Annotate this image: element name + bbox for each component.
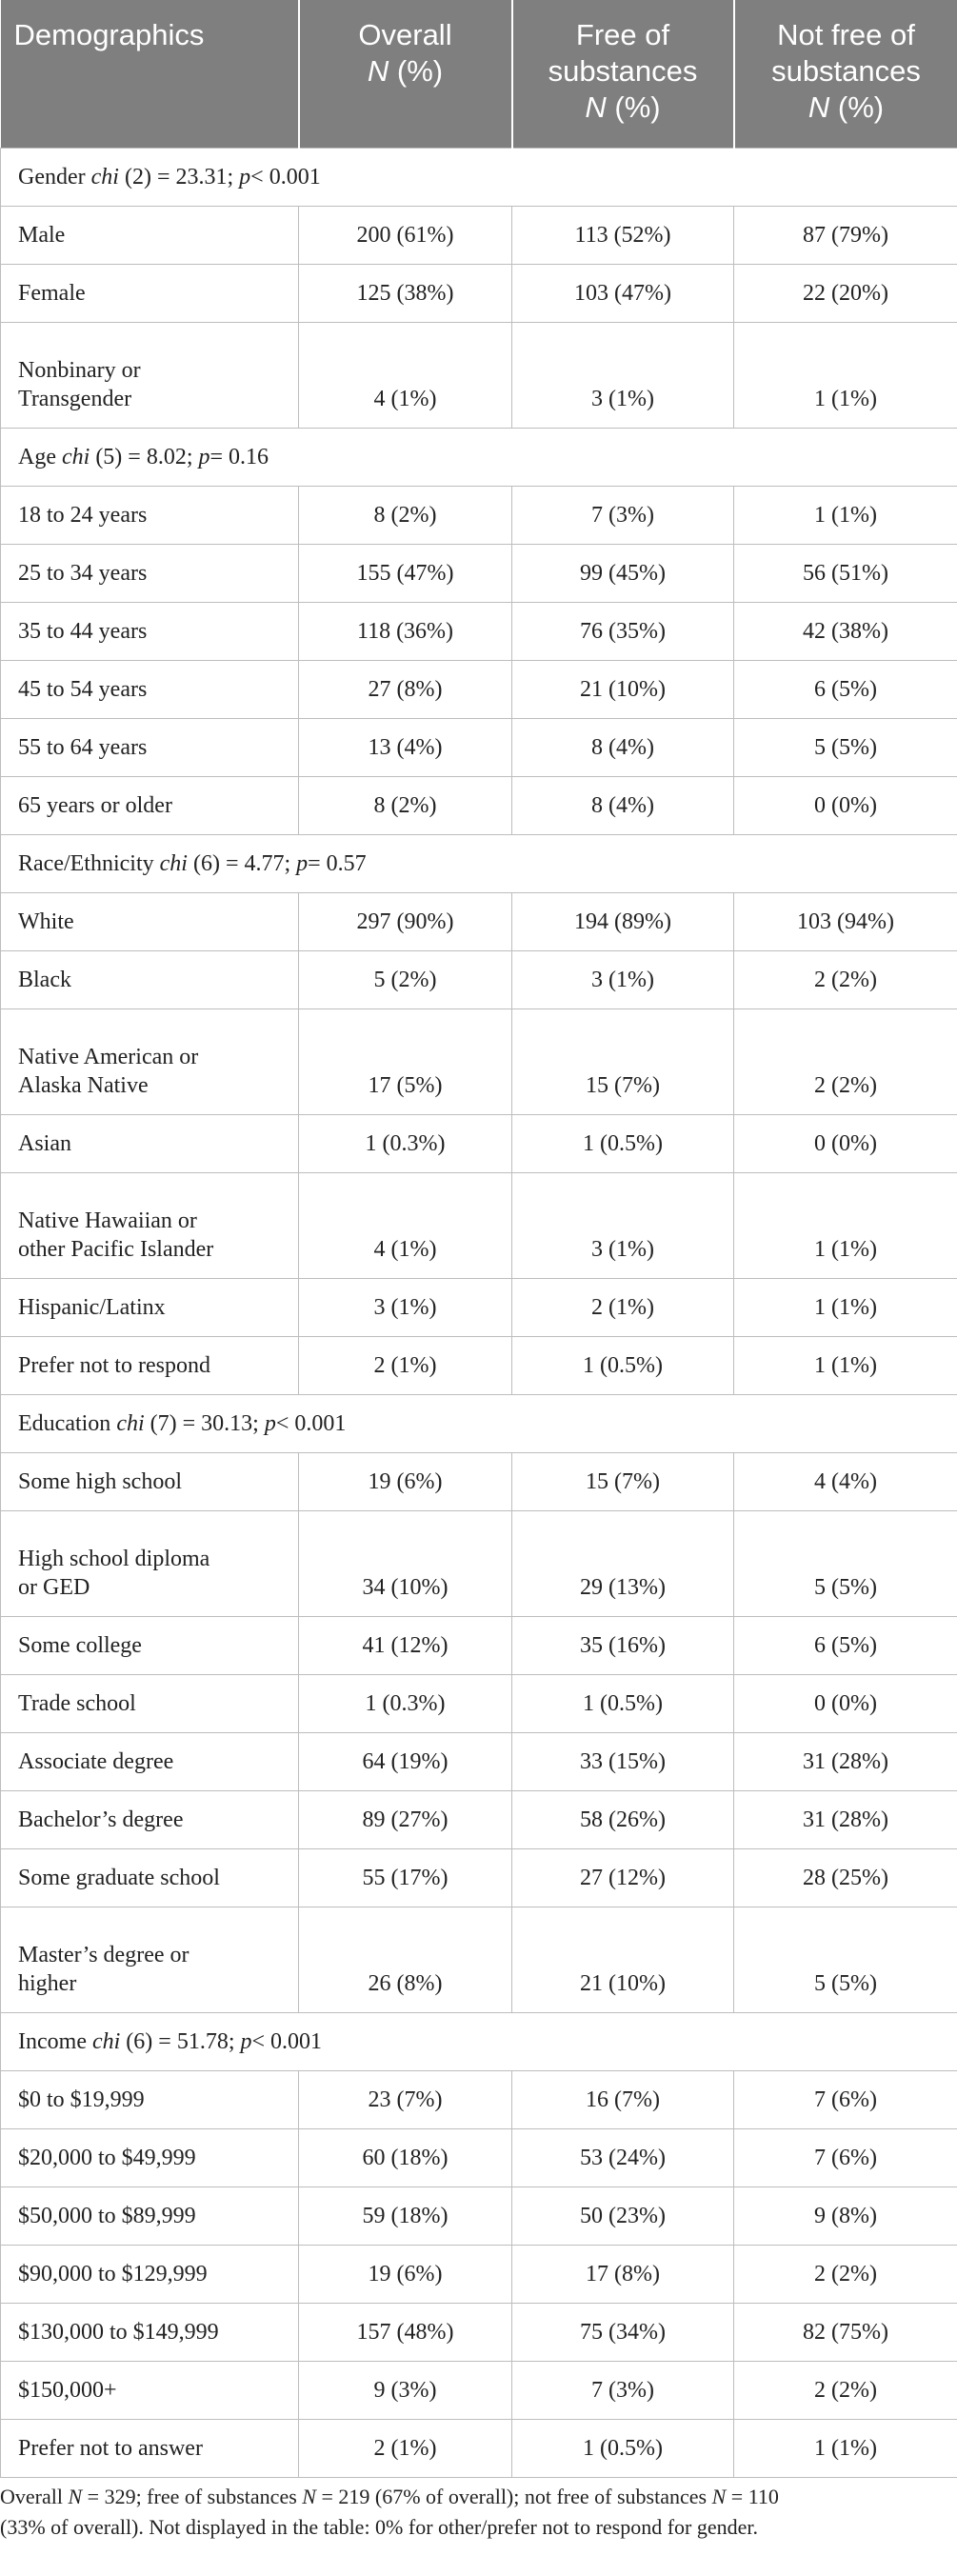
- section-row: [1, 1394, 957, 1452]
- cell-free: 3 (1%): [512, 322, 734, 428]
- header-free-n: N: [585, 90, 607, 124]
- header-free-title2: substances: [548, 54, 698, 88]
- cell-free: 58 (26%): [512, 1790, 734, 1848]
- header-free: [512, 0, 734, 148]
- cell-free: 194 (89%): [512, 892, 734, 950]
- row-label-line2: other Pacific Islander: [18, 1236, 214, 1262]
- cell-overall: 1 (0.3%): [299, 1674, 512, 1732]
- row-label-text: $90,000 to $129,999: [18, 2261, 208, 2286]
- cell-not-free: 1 (1%): [734, 1172, 957, 1278]
- cell-overall: 26 (8%): [299, 1907, 512, 2012]
- section-df: (2) = 23.31;: [124, 164, 234, 190]
- cell-not-free: 6 (5%): [734, 1616, 957, 1674]
- row-label: [1, 892, 299, 950]
- cell-not-free: 1 (1%): [734, 1336, 957, 1394]
- cell-not-free: 9 (8%): [734, 2187, 957, 2245]
- cell-free: 33 (15%): [512, 1732, 734, 1790]
- row-label-text: $20,000 to $49,999: [18, 2145, 196, 2170]
- cell-free: 1 (0.5%): [512, 2419, 734, 2477]
- header-not-free: [734, 0, 957, 148]
- cell-overall: 125 (38%): [299, 264, 512, 322]
- row-label-line1: Nonbinary or: [18, 357, 141, 383]
- cell-free: 27 (12%): [512, 1848, 734, 1907]
- cell-overall: 1 (0.3%): [299, 1114, 512, 1172]
- cell-overall: 41 (12%): [299, 1616, 512, 1674]
- row-label: [1, 660, 299, 718]
- section-row: [1, 428, 957, 486]
- row-label-text: 18 to 24 years: [18, 502, 148, 528]
- row-label: [1, 2245, 299, 2303]
- row-label: [1, 1510, 299, 1616]
- table-row: [1, 2303, 957, 2361]
- table-row: [1, 2245, 957, 2303]
- row-label: [1, 1674, 299, 1732]
- header-overall: [299, 0, 512, 148]
- table-row: [1, 1172, 957, 1278]
- row-label-text: Prefer not to answer: [18, 2435, 203, 2461]
- cell-not-free: 5 (5%): [734, 1907, 957, 2012]
- row-label: [1, 1336, 299, 1394]
- cell-free: 1 (0.5%): [512, 1336, 734, 1394]
- section-p-value: = 0.16: [209, 444, 269, 469]
- row-label-text: 55 to 64 years: [18, 734, 148, 760]
- section-row: [1, 2012, 957, 2070]
- table-row: [1, 1732, 957, 1790]
- table-row: [1, 1790, 957, 1848]
- cell-overall: 297 (90%): [299, 892, 512, 950]
- cell-free: 21 (10%): [512, 660, 734, 718]
- table-row: [1, 892, 957, 950]
- cell-free: 50 (23%): [512, 2187, 734, 2245]
- section-stat: chi: [90, 164, 119, 190]
- section-name: Age: [18, 444, 56, 469]
- table-row: [1, 2187, 957, 2245]
- cell-overall: 200 (61%): [299, 206, 512, 264]
- row-label: [1, 776, 299, 834]
- row-label-text: 25 to 34 years: [18, 560, 148, 586]
- header-overall-title: Overall: [358, 18, 452, 51]
- section-p-value: = 0.57: [308, 850, 367, 876]
- row-label: [1, 1008, 299, 1114]
- row-label: [1, 1172, 299, 1278]
- section-p-value: < 0.001: [275, 1410, 347, 1436]
- row-label-text: Asian: [18, 1130, 71, 1156]
- row-label-line1: High school diploma: [18, 1546, 210, 1571]
- table-row: [1, 950, 957, 1008]
- cell-free: 15 (7%): [512, 1008, 734, 1114]
- cell-free: 103 (47%): [512, 264, 734, 322]
- cell-not-free: 0 (0%): [734, 1114, 957, 1172]
- row-label-text: Black: [18, 967, 71, 992]
- cell-free: 8 (4%): [512, 776, 734, 834]
- cell-not-free: 1 (1%): [734, 486, 957, 544]
- row-label: [1, 2187, 299, 2245]
- table-row: [1, 1674, 957, 1732]
- row-label: [1, 2303, 299, 2361]
- section-stat: chi: [61, 444, 90, 469]
- row-label: [1, 1848, 299, 1907]
- cell-not-free: 28 (25%): [734, 1848, 957, 1907]
- header-overall-pct: (%): [396, 54, 444, 88]
- header-free-title1: Free of: [575, 18, 670, 51]
- row-label-text: Bachelor’s degree: [18, 1807, 184, 1832]
- cell-free: 53 (24%): [512, 2128, 734, 2187]
- row-label-line2: higher: [18, 1970, 77, 1996]
- row-label-text: Trade school: [18, 1690, 136, 1716]
- cell-overall: 19 (6%): [299, 2245, 512, 2303]
- cell-not-free: 0 (0%): [734, 1674, 957, 1732]
- row-label: [1, 718, 299, 776]
- row-label-text: $50,000 to $89,999: [18, 2203, 196, 2228]
- section-p-label: p: [198, 444, 210, 469]
- cell-overall: 34 (10%): [299, 1510, 512, 1616]
- row-label-text: Associate degree: [18, 1748, 174, 1774]
- header-overall-n: N: [367, 54, 389, 88]
- cell-free: 7 (3%): [512, 2361, 734, 2419]
- cell-not-free: 1 (1%): [734, 322, 957, 428]
- section-header: [1, 2012, 957, 2070]
- cell-overall: 9 (3%): [299, 2361, 512, 2419]
- row-label: [1, 206, 299, 264]
- cell-free: 7 (3%): [512, 486, 734, 544]
- table-row: [1, 2070, 957, 2128]
- row-label-text: Some high school: [18, 1468, 182, 1494]
- row-label-text: 35 to 44 years: [18, 618, 148, 644]
- section-header: [1, 148, 957, 206]
- cell-not-free: 56 (51%): [734, 544, 957, 602]
- cell-overall: 55 (17%): [299, 1848, 512, 1907]
- cell-not-free: 1 (1%): [734, 1278, 957, 1336]
- cell-free: 35 (16%): [512, 1616, 734, 1674]
- section-name: Gender: [18, 164, 86, 190]
- section-name: Race/Ethnicity: [18, 850, 154, 876]
- section-stat: chi: [91, 2028, 121, 2054]
- header-not-free-title1: Not free of: [777, 18, 915, 51]
- cell-not-free: 0 (0%): [734, 776, 957, 834]
- cell-not-free: 31 (28%): [734, 1732, 957, 1790]
- row-label: [1, 1907, 299, 2012]
- cell-free: 1 (0.5%): [512, 1114, 734, 1172]
- section-p-value: < 0.001: [250, 164, 321, 190]
- row-label-line2: or GED: [18, 1574, 90, 1600]
- row-label-text: Male: [18, 222, 66, 248]
- cell-not-free: 7 (6%): [734, 2128, 957, 2187]
- cell-free: 3 (1%): [512, 950, 734, 1008]
- cell-overall: 8 (2%): [299, 776, 512, 834]
- table-row: [1, 264, 957, 322]
- cell-free: 17 (8%): [512, 2245, 734, 2303]
- cell-overall: 5 (2%): [299, 950, 512, 1008]
- row-label: [1, 2419, 299, 2477]
- cell-free: 15 (7%): [512, 1452, 734, 1510]
- header-demographics: Demographics: [1, 0, 299, 148]
- cell-not-free: 2 (2%): [734, 1008, 957, 1114]
- table-row: [1, 1510, 957, 1616]
- section-p-label: p: [240, 2028, 252, 2054]
- row-label: [1, 1616, 299, 1674]
- table-footnote: Overall N = 329; free of substances N = 219 (67% of overall); not free of substances N = 110 (33% of overall). Not displayed in the table: 0% for other/prefer not to respond for gender.: [0, 2485, 779, 2539]
- row-label-text: $150,000+: [18, 2377, 117, 2403]
- cell-not-free: 1 (1%): [734, 2419, 957, 2477]
- row-label: [1, 1114, 299, 1172]
- table-row: [1, 1114, 957, 1172]
- row-label: [1, 2070, 299, 2128]
- section-stat: chi: [116, 1410, 145, 1436]
- section-name: Education: [18, 1410, 111, 1436]
- cell-overall: 19 (6%): [299, 1452, 512, 1510]
- header-not-free-title2: substances: [771, 54, 921, 88]
- section-p-value: < 0.001: [251, 2028, 323, 2054]
- table-body: [1, 148, 957, 2477]
- row-label-text: Some college: [18, 1632, 142, 1658]
- row-label-text: White: [18, 909, 74, 934]
- row-label: [1, 602, 299, 660]
- row-label-text: $0 to $19,999: [18, 2087, 145, 2112]
- cell-overall: 155 (47%): [299, 544, 512, 602]
- row-label: [1, 1732, 299, 1790]
- section-p-label: p: [296, 850, 309, 876]
- cell-not-free: 5 (5%): [734, 1510, 957, 1616]
- table-row: [1, 1848, 957, 1907]
- section-df: (6) = 51.78;: [126, 2028, 235, 2054]
- row-label: [1, 1790, 299, 1848]
- row-label-text: Prefer not to respond: [18, 1352, 210, 1378]
- cell-not-free: 42 (38%): [734, 602, 957, 660]
- cell-overall: 64 (19%): [299, 1732, 512, 1790]
- cell-not-free: 2 (2%): [734, 2361, 957, 2419]
- section-name: Income: [18, 2028, 87, 2054]
- table-row: [1, 1907, 957, 2012]
- row-label-text: 45 to 54 years: [18, 676, 148, 702]
- table-row: [1, 660, 957, 718]
- section-p-label: p: [239, 164, 251, 190]
- table-row: [1, 2419, 957, 2477]
- cell-overall: 17 (5%): [299, 1008, 512, 1114]
- cell-overall: 60 (18%): [299, 2128, 512, 2187]
- cell-not-free: 82 (75%): [734, 2303, 957, 2361]
- cell-overall: 2 (1%): [299, 1336, 512, 1394]
- row-label-line2: Alaska Native: [18, 1072, 149, 1098]
- row-label-text: $130,000 to $149,999: [18, 2319, 219, 2345]
- section-df: (7) = 30.13;: [150, 1410, 259, 1436]
- row-label-text: Some graduate school: [18, 1865, 220, 1890]
- table-row: [1, 206, 957, 264]
- cell-overall: 2 (1%): [299, 2419, 512, 2477]
- table-row: [1, 1452, 957, 1510]
- cell-overall: 118 (36%): [299, 602, 512, 660]
- table-row: [1, 1336, 957, 1394]
- cell-not-free: 87 (79%): [734, 206, 957, 264]
- cell-overall: 59 (18%): [299, 2187, 512, 2245]
- cell-free: 76 (35%): [512, 602, 734, 660]
- cell-not-free: 4 (4%): [734, 1452, 957, 1510]
- row-label: [1, 486, 299, 544]
- table-header-row: [1, 0, 957, 148]
- cell-not-free: 5 (5%): [734, 718, 957, 776]
- cell-not-free: 22 (20%): [734, 264, 957, 322]
- section-row: [1, 148, 957, 206]
- row-label: [1, 322, 299, 428]
- cell-not-free: 31 (28%): [734, 1790, 957, 1848]
- cell-free: 3 (1%): [512, 1172, 734, 1278]
- cell-overall: 8 (2%): [299, 486, 512, 544]
- section-p-label: p: [264, 1410, 276, 1436]
- row-label: [1, 1278, 299, 1336]
- cell-not-free: 7 (6%): [734, 2070, 957, 2128]
- cell-free: 75 (34%): [512, 2303, 734, 2361]
- row-label-text: Female: [18, 280, 86, 306]
- section-stat: chi: [159, 850, 188, 876]
- cell-overall: 4 (1%): [299, 1172, 512, 1278]
- row-label: [1, 2128, 299, 2187]
- table-row: [1, 544, 957, 602]
- cell-free: 29 (13%): [512, 1510, 734, 1616]
- cell-free: 2 (1%): [512, 1278, 734, 1336]
- row-label: [1, 544, 299, 602]
- cell-free: 21 (10%): [512, 1907, 734, 2012]
- row-label: [1, 950, 299, 1008]
- cell-free: 16 (7%): [512, 2070, 734, 2128]
- header-not-free-pct: (%): [837, 90, 885, 124]
- cell-overall: 4 (1%): [299, 322, 512, 428]
- table-row: [1, 1278, 957, 1336]
- cell-not-free: 2 (2%): [734, 2245, 957, 2303]
- row-label-line1: Native American or: [18, 1044, 199, 1069]
- cell-free: 113 (52%): [512, 206, 734, 264]
- table-row: [1, 1616, 957, 1674]
- row-label: [1, 2361, 299, 2419]
- header-not-free-n: N: [807, 90, 830, 124]
- cell-overall: 157 (48%): [299, 2303, 512, 2361]
- table-row: [1, 602, 957, 660]
- section-header: [1, 428, 957, 486]
- section-df: (5) = 8.02;: [95, 444, 193, 469]
- row-label-text: Hispanic/Latinx: [18, 1294, 166, 1320]
- cell-free: 1 (0.5%): [512, 1674, 734, 1732]
- row-label-line1: Master’s degree or: [18, 1942, 189, 1967]
- row-label: [1, 1452, 299, 1510]
- row-label-text: 65 years or older: [18, 792, 172, 818]
- table-row: [1, 2128, 957, 2187]
- table-row: [1, 486, 957, 544]
- table-row: [1, 1008, 957, 1114]
- cell-not-free: 103 (94%): [734, 892, 957, 950]
- row-label: [1, 264, 299, 322]
- header-free-pct: (%): [614, 90, 661, 124]
- cell-not-free: 6 (5%): [734, 660, 957, 718]
- table-row: [1, 2361, 957, 2419]
- cell-free: 8 (4%): [512, 718, 734, 776]
- cell-overall: 13 (4%): [299, 718, 512, 776]
- cell-overall: 23 (7%): [299, 2070, 512, 2128]
- section-df: (6) = 4.77;: [192, 850, 291, 876]
- cell-overall: 3 (1%): [299, 1278, 512, 1336]
- table-row: [1, 718, 957, 776]
- section-row: [1, 834, 957, 892]
- table-row: [1, 322, 957, 428]
- section-header: [1, 1394, 957, 1452]
- cell-overall: 27 (8%): [299, 660, 512, 718]
- cell-overall: 89 (27%): [299, 1790, 512, 1848]
- table-row: [1, 776, 957, 834]
- row-label-line2: Transgender: [18, 386, 132, 411]
- cell-free: 99 (45%): [512, 544, 734, 602]
- row-label-line1: Native Hawaiian or: [18, 1208, 197, 1233]
- section-header: [1, 834, 957, 892]
- cell-not-free: 2 (2%): [734, 950, 957, 1008]
